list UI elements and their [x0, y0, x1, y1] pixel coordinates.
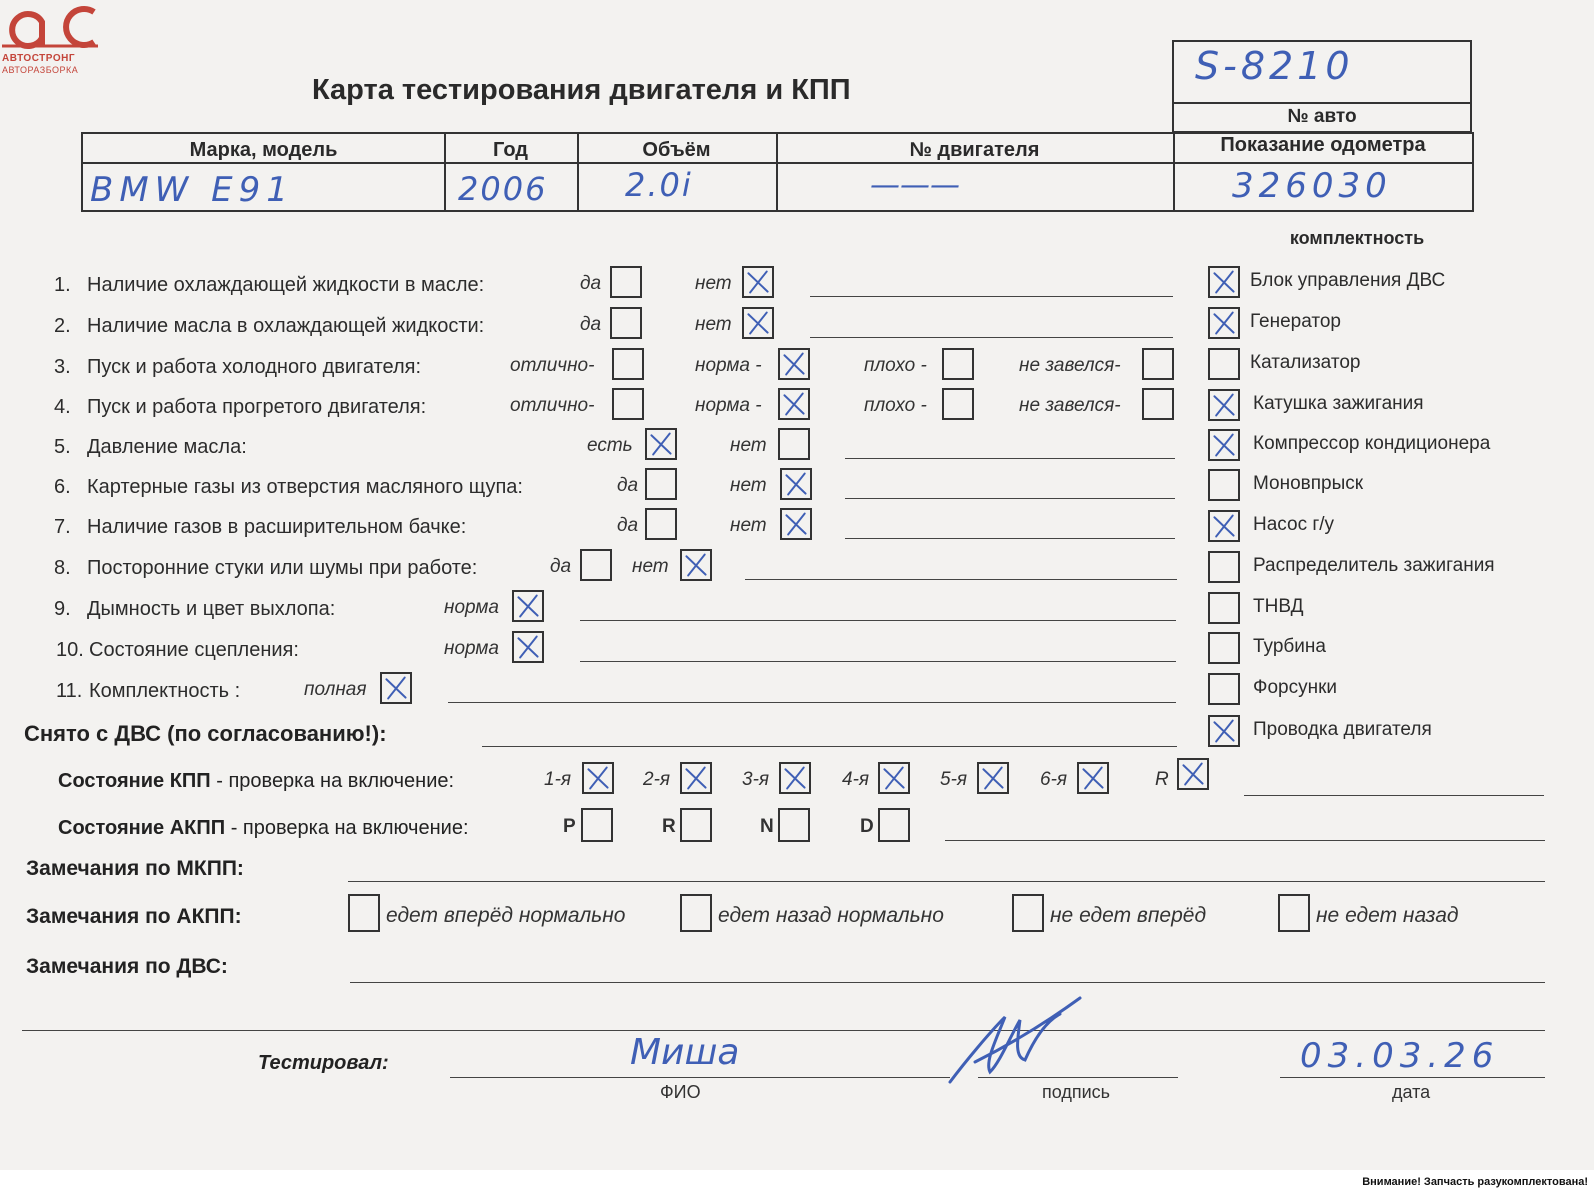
gear-label: 6-я	[1040, 769, 1068, 790]
question-number: 1.	[54, 274, 71, 296]
mode-checkbox[interactable]	[778, 808, 810, 842]
gear-label: 4-я	[842, 769, 870, 790]
header-make-model: Марка, модель	[189, 139, 338, 161]
check-mark-icon	[1210, 717, 1238, 745]
option-label: нет	[632, 556, 669, 577]
question-text: Давление масла:	[87, 436, 247, 458]
check-mark-icon	[514, 633, 542, 661]
answer-line	[448, 702, 1176, 703]
question-number: 8.	[54, 557, 71, 579]
kit-header: комплектность	[1289, 228, 1425, 248]
option-label: нет	[695, 273, 732, 294]
kit-item-label: Генератор	[1250, 311, 1341, 332]
checkbox[interactable]	[612, 348, 644, 380]
answer-line	[580, 661, 1176, 662]
removed-bold: Снято с ДВС	[24, 721, 162, 746]
mode-label: D	[860, 816, 874, 837]
option-label: есть	[587, 435, 633, 456]
question-number: 11.	[56, 680, 83, 702]
kit-checkbox[interactable]	[1208, 389, 1240, 421]
mode-label: N	[760, 816, 774, 837]
question-number: 4.	[54, 396, 71, 418]
question-text: Пуск и работа холодного двигателя:	[87, 356, 422, 378]
gear-label: 1-я	[544, 769, 572, 790]
question-text: Дымность и цвет выхлопа:	[87, 598, 336, 620]
name-value: Миша	[630, 1032, 740, 1073]
kit-item-label: Проводка двигателя	[1253, 719, 1432, 740]
question-number: 3.	[54, 356, 71, 378]
checkbox[interactable]	[610, 307, 642, 339]
akpp-remark-checkbox[interactable]	[1012, 894, 1044, 932]
akpp-remark-label: не едет назад	[1316, 904, 1459, 927]
remarks-mkpp-line	[348, 881, 1545, 882]
logo-name: АВТОСТРОНГ	[2, 53, 75, 64]
checkbox[interactable]	[645, 508, 677, 540]
answer-line	[845, 498, 1175, 499]
warning-text: Внимание! Запчасть разукомплектована!	[1362, 1176, 1588, 1188]
date-label: дата	[1392, 1082, 1431, 1102]
answer-line	[745, 579, 1177, 580]
gear-label: R	[1155, 769, 1169, 790]
gear-checkbox[interactable]	[1077, 762, 1109, 794]
check-mark-icon	[782, 510, 810, 538]
logo-icon	[2, 2, 98, 50]
question-text: Посторонние стуки или шумы при работе:	[87, 557, 478, 579]
mode-checkbox[interactable]	[581, 808, 613, 842]
remarks-mkpp-label: Замечания по МКПП:	[26, 857, 244, 880]
option-label: норма -	[695, 355, 762, 376]
option-label: нет	[730, 515, 767, 536]
kpp-rest: - проверка на включение:	[210, 770, 455, 792]
question-text: Состояние сцепления:	[89, 639, 299, 661]
question-number: 6.	[54, 476, 71, 498]
akpp-remark-checkbox[interactable]	[1278, 894, 1310, 932]
option-label: не завелся-	[1019, 395, 1121, 416]
answer-line	[580, 620, 1176, 621]
gear-label: 2-я	[643, 769, 671, 790]
kit-item-label: Турбина	[1253, 636, 1326, 657]
gear-checkbox[interactable]	[1177, 758, 1209, 790]
kpp-label	[58, 770, 454, 793]
checkbox[interactable]	[778, 388, 810, 420]
checkbox[interactable]	[780, 508, 812, 540]
option-label: да	[580, 314, 602, 335]
mode-checkbox[interactable]	[680, 808, 712, 842]
check-mark-icon	[744, 268, 772, 296]
check-mark-icon	[880, 764, 908, 792]
check-mark-icon	[979, 764, 1007, 792]
option-label: норма	[444, 597, 499, 618]
check-mark-icon	[781, 764, 809, 792]
akpp-rest: - проверка на включение:	[225, 817, 469, 839]
option-label: да	[550, 556, 572, 577]
answer-line	[810, 337, 1173, 338]
kit-checkbox[interactable]	[1208, 429, 1240, 461]
checkbox[interactable]	[742, 266, 774, 298]
question-text: Наличие газов в расширительном бачке:	[87, 516, 467, 538]
kit-item-label: Блок управления ДВС	[1250, 270, 1446, 291]
akpp-remark-label: не едет вперёд	[1050, 904, 1207, 927]
checkbox[interactable]	[942, 388, 974, 420]
check-mark-icon	[1210, 512, 1238, 540]
kit-checkbox[interactable]	[1208, 348, 1240, 380]
check-mark-icon	[1210, 391, 1238, 419]
header-engine-number: № двигателя	[909, 139, 1040, 161]
akpp-remark-label: едет назад нормально	[718, 904, 944, 927]
removed-label	[24, 721, 387, 747]
gear-checkbox[interactable]	[977, 762, 1009, 794]
check-mark-icon	[744, 309, 772, 337]
car-number-value: S-8210	[1195, 44, 1354, 88]
option-label: не завелся-	[1019, 355, 1121, 376]
checkbox[interactable]	[610, 266, 642, 298]
question-number: 10.	[56, 639, 84, 661]
akpp-label	[58, 817, 469, 840]
akpp-remark-checkbox[interactable]	[680, 894, 712, 932]
option-label: полная	[304, 679, 367, 700]
checkbox[interactable]	[1142, 388, 1174, 420]
gear-checkbox[interactable]	[680, 762, 712, 794]
answer-line	[845, 458, 1175, 459]
akpp-remark-checkbox[interactable]	[348, 894, 380, 932]
kit-item-label: Распределитель зажигания	[1253, 555, 1495, 576]
check-mark-icon	[1210, 309, 1238, 337]
header-volume: Объём	[642, 139, 711, 161]
checkbox[interactable]	[612, 388, 644, 420]
name-label: ФИО	[660, 1082, 701, 1102]
answer-line	[810, 296, 1173, 297]
checkbox[interactable]	[645, 428, 677, 460]
kit-item-label: Насос г/у	[1253, 514, 1335, 535]
page-title: Карта тестирования двигателя и КПП	[312, 74, 851, 106]
kit-checkbox[interactable]	[1208, 307, 1240, 339]
date-line	[1280, 1077, 1545, 1078]
mode-label: P	[563, 816, 576, 837]
value-odometer: 326030	[1232, 166, 1392, 206]
remarks-dvs-label: Замечания по ДВС:	[26, 955, 228, 978]
option-label: отлично-	[510, 355, 595, 376]
remarks-akpp-label: Замечания по АКПП:	[26, 905, 242, 928]
checkbox[interactable]	[942, 348, 974, 380]
kit-checkbox[interactable]	[1208, 510, 1240, 542]
akpp-bold: Состояние АКПП	[58, 817, 226, 839]
signature-label: подпись	[1042, 1082, 1111, 1102]
question-number: 5.	[54, 436, 71, 458]
checkbox[interactable]	[380, 672, 412, 704]
value-make-model: BMW E91	[90, 170, 294, 210]
gear-label: 5-я	[940, 769, 968, 790]
checkbox[interactable]	[742, 307, 774, 339]
checkbox[interactable]	[512, 590, 544, 622]
value-volume: 2.0i	[625, 166, 693, 204]
akpp-remark-label: едет вперёд нормально	[386, 904, 626, 927]
check-mark-icon	[1210, 268, 1238, 296]
option-label: нет	[730, 475, 767, 496]
question-text: Комплектность :	[89, 680, 241, 702]
kit-checkbox[interactable]	[1208, 469, 1240, 501]
car-number-label: № авто	[1287, 106, 1357, 127]
header-year: Год	[493, 139, 528, 161]
removed-rest: (по согласованию!):	[161, 721, 387, 746]
gear-label: 3-я	[742, 769, 770, 790]
check-mark-icon	[647, 430, 675, 458]
option-label: нет	[730, 435, 767, 456]
option-label: нет	[695, 314, 732, 335]
checkbox[interactable]	[778, 348, 810, 380]
gear-checkbox[interactable]	[779, 762, 811, 794]
name-line	[450, 1077, 950, 1078]
kit-checkbox[interactable]	[1208, 551, 1240, 583]
answer-line	[845, 538, 1175, 539]
kit-checkbox[interactable]	[1208, 266, 1240, 298]
logo-subtitle: АВТОРАЗБОРКА	[2, 65, 79, 75]
question-number: 9.	[54, 598, 71, 620]
question-number: 7.	[54, 516, 71, 538]
mode-label: R	[662, 816, 676, 837]
option-label: плохо -	[864, 355, 927, 376]
kit-item-label: Моновпрыск	[1253, 473, 1364, 494]
kit-item-label: Компрессор кондиционера	[1253, 433, 1491, 454]
option-label: да	[617, 475, 639, 496]
kpp-line	[1244, 795, 1544, 796]
kit-checkbox[interactable]	[1208, 673, 1240, 705]
kpp-bold: Состояние КПП	[58, 770, 211, 792]
check-mark-icon	[1079, 764, 1107, 792]
check-mark-icon	[514, 592, 542, 620]
header-odometer: Показание одометра	[1220, 134, 1426, 156]
tested-label: Тестировал:	[258, 1052, 389, 1074]
gear-checkbox[interactable]	[582, 762, 614, 794]
kit-item-label: ТНВД	[1253, 596, 1304, 617]
check-mark-icon	[682, 764, 710, 792]
check-mark-icon	[682, 551, 710, 579]
question-text: Картерные газы из отверстия масляного щупа:	[87, 476, 523, 498]
checkbox[interactable]	[1142, 348, 1174, 380]
gear-checkbox[interactable]	[878, 762, 910, 794]
date-value: 03.03.26	[1300, 1036, 1500, 1076]
signature-icon	[945, 992, 1085, 1087]
option-label: отлично-	[510, 395, 595, 416]
checkbox[interactable]	[778, 428, 810, 460]
checkbox[interactable]	[645, 468, 677, 500]
option-label: норма -	[695, 395, 762, 416]
kit-item-label: Катализатор	[1250, 352, 1361, 373]
mode-checkbox[interactable]	[878, 808, 910, 842]
remarks-dvs-line	[350, 982, 1545, 983]
kit-checkbox[interactable]	[1208, 715, 1240, 747]
kit-checkbox[interactable]	[1208, 592, 1240, 624]
checkbox[interactable]	[680, 549, 712, 581]
kit-checkbox[interactable]	[1208, 632, 1240, 664]
removed-line	[482, 746, 1177, 747]
kit-item-label: Катушка зажигания	[1253, 393, 1424, 414]
akpp-line	[945, 840, 1545, 841]
checkbox[interactable]	[512, 631, 544, 663]
check-mark-icon	[1179, 760, 1207, 788]
option-label: да	[580, 273, 602, 294]
option-label: норма	[444, 638, 499, 659]
check-mark-icon	[382, 674, 410, 702]
check-mark-icon	[1210, 431, 1238, 459]
check-mark-icon	[780, 350, 808, 378]
option-label: плохо -	[864, 395, 927, 416]
checkbox[interactable]	[580, 549, 612, 581]
value-engine-number: ———	[870, 168, 960, 203]
question-text: Наличие охлаждающей жидкости в масле:	[87, 274, 485, 296]
check-mark-icon	[584, 764, 612, 792]
question-text: Наличие масла в охлаждающей жидкости:	[87, 315, 485, 337]
remarks-extra-line	[22, 1030, 1545, 1031]
question-text: Пуск и работа прогретого двигателя:	[87, 396, 427, 418]
value-year: 2006	[458, 170, 548, 208]
checkbox[interactable]	[780, 468, 812, 500]
check-mark-icon	[782, 470, 810, 498]
check-mark-icon	[780, 390, 808, 418]
kit-item-label: Форсунки	[1253, 677, 1337, 698]
question-number: 2.	[54, 315, 71, 337]
option-label: да	[617, 515, 639, 536]
